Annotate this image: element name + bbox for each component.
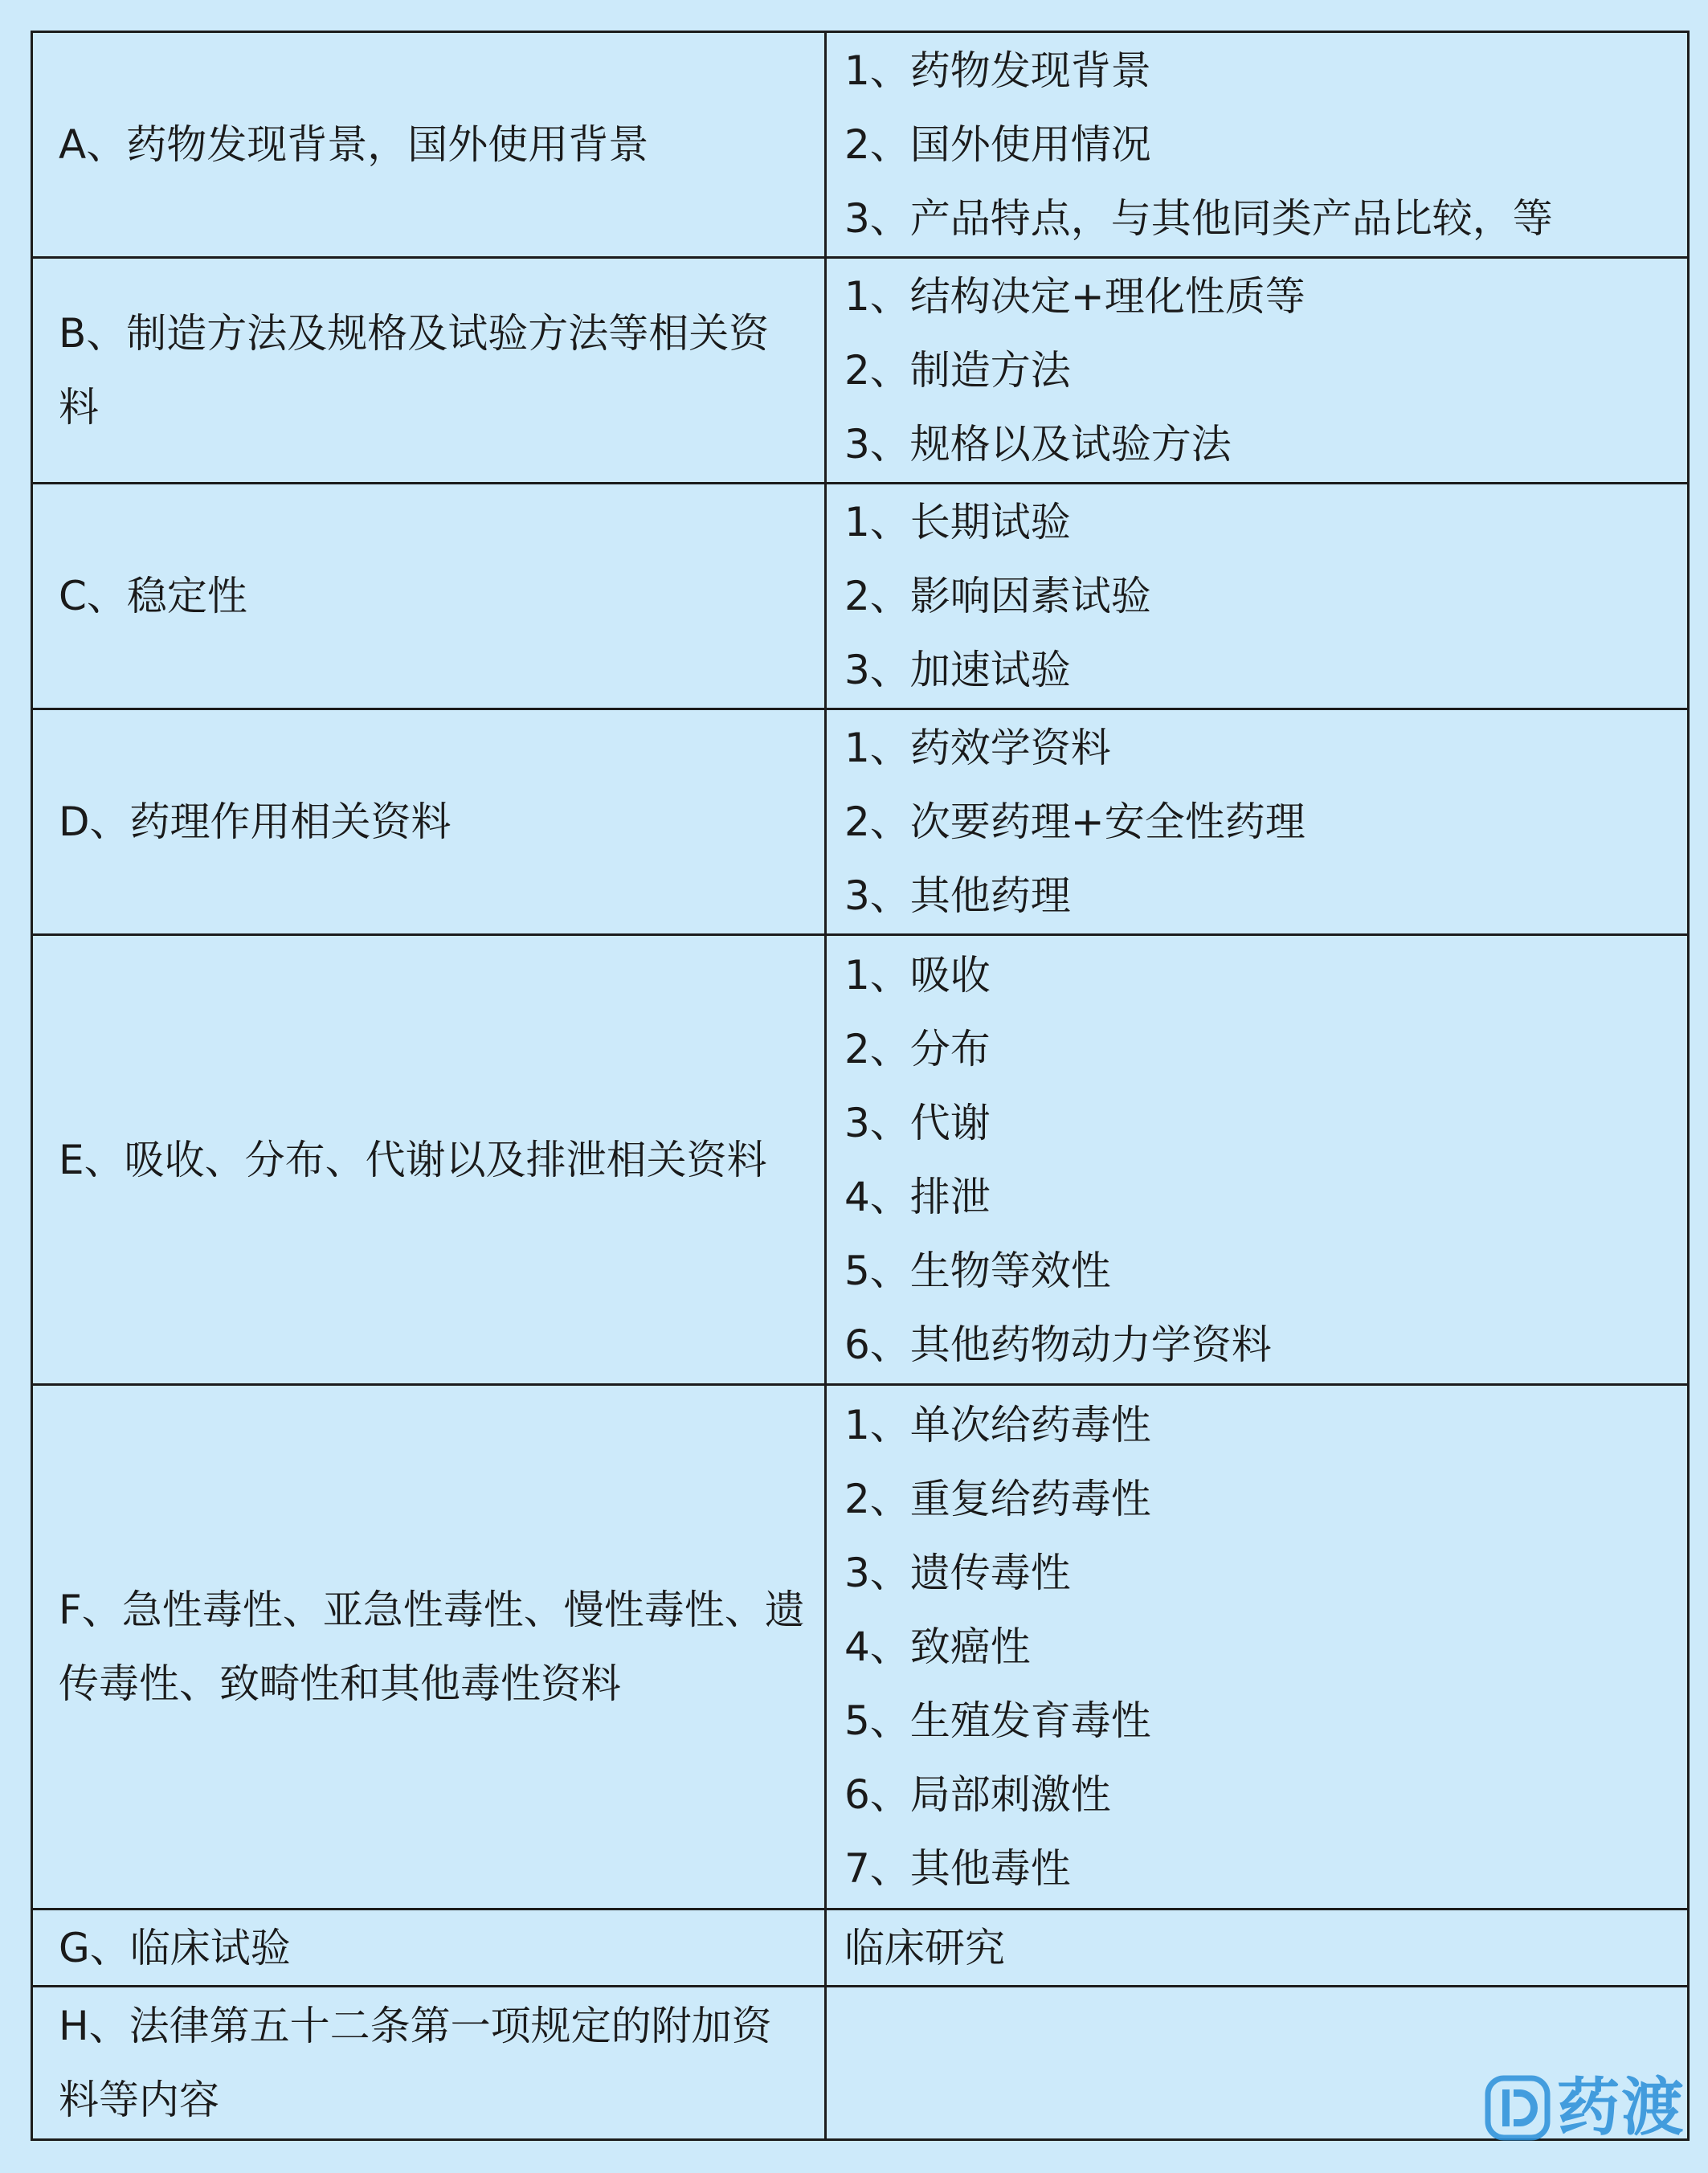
category-label: D、药理作用相关资料 — [59, 799, 452, 846]
table-row-h — [32, 1987, 1689, 2140]
list-item: 2、分布 — [844, 1025, 991, 1072]
category-cell — [32, 1909, 826, 1986]
list-item: 2、次要药理+安全性药理 — [844, 799, 1306, 846]
list-item: 7、其他毒性 — [844, 1845, 1071, 1893]
list-item: 临床研究 — [844, 1924, 1005, 1971]
list-item: 1、长期试验 — [844, 499, 1071, 546]
table-row-g — [32, 1909, 1689, 1986]
items-cell — [826, 935, 1689, 1385]
category-cell — [32, 258, 826, 484]
list-item: 3、遗传毒性 — [844, 1550, 1071, 1597]
category-label: E、吸收、分布、代谢以及排泄相关资料 — [59, 1136, 767, 1183]
list-item: 2、影响因素试验 — [844, 573, 1151, 620]
yaodu-logo-icon — [1485, 2075, 1551, 2141]
item-list — [844, 34, 1687, 255]
list-item: 5、生殖发育毒性 — [844, 1697, 1151, 1745]
list-item: 6、其他药物动力学资料 — [844, 1321, 1272, 1368]
items-cell — [826, 1385, 1689, 1909]
category-cell — [32, 484, 826, 709]
list-item: 4、致癌性 — [844, 1624, 1031, 1671]
category-cell — [32, 709, 826, 935]
list-item: 3、加速试验 — [844, 647, 1071, 694]
item-list — [844, 938, 1687, 1382]
category-cell — [32, 32, 826, 258]
items-cell — [826, 258, 1689, 484]
list-item: 3、代谢 — [844, 1099, 991, 1146]
yaodu-logo — [1485, 2072, 1686, 2144]
table-row-a — [32, 32, 1689, 258]
items-cell — [826, 32, 1689, 258]
list-item: 2、重复给药毒性 — [844, 1476, 1151, 1523]
item-list — [844, 485, 1687, 707]
item-list — [844, 1911, 1687, 1985]
list-item: 3、规格以及试验方法 — [844, 421, 1232, 468]
items-cell — [826, 709, 1689, 935]
logo-text: 药渡 — [1556, 2072, 1686, 2144]
table-row-d — [32, 709, 1689, 935]
category-cell — [32, 935, 826, 1385]
list-item: 4、排泄 — [844, 1173, 991, 1220]
list-item: 2、制造方法 — [844, 347, 1071, 394]
list-item: 1、药效学资料 — [844, 725, 1111, 772]
category-label: G、临床试验 — [59, 1924, 291, 1971]
list-item: 3、产品特点，与其他同类产品比较，等 — [844, 195, 1553, 243]
category-label: H、法律第五十二条第一项规定的附加资料等内容 — [59, 2003, 772, 2124]
table-row-b — [32, 258, 1689, 484]
table-row-f — [32, 1385, 1689, 1909]
list-item: 5、生物等效性 — [844, 1247, 1111, 1294]
category-label: F、急性毒性、亚急性毒性、慢性毒性、遗传毒性、致畸性和其他毒性资料 — [59, 1587, 805, 1708]
list-item: 1、吸收 — [844, 951, 991, 999]
category-cell — [32, 1987, 826, 2140]
category-cell — [32, 1385, 826, 1909]
items-cell — [826, 1909, 1689, 1986]
list-item: 3、其他药理 — [844, 872, 1071, 920]
list-item: 1、单次给药毒性 — [844, 1402, 1151, 1449]
list-item: 6、局部刺激性 — [844, 1771, 1111, 1819]
item-list — [844, 1388, 1687, 1905]
dossier-requirements-table — [31, 31, 1690, 2144]
category-label: A、药物发现背景，国外使用背景 — [59, 121, 649, 169]
table-row-e — [32, 935, 1689, 1385]
table-row-c — [32, 484, 1689, 709]
item-list — [844, 711, 1687, 933]
item-list — [844, 259, 1687, 481]
list-item: 1、药物发现背景 — [844, 47, 1151, 95]
items-cell — [826, 484, 1689, 709]
list-item: 1、结构决定+理化性质等 — [844, 273, 1306, 321]
list-item: 2、国外使用情况 — [844, 121, 1151, 169]
category-label: B、制造方法及规格及试验方法等相关资料 — [59, 310, 770, 431]
category-label: C、稳定性 — [59, 573, 247, 620]
